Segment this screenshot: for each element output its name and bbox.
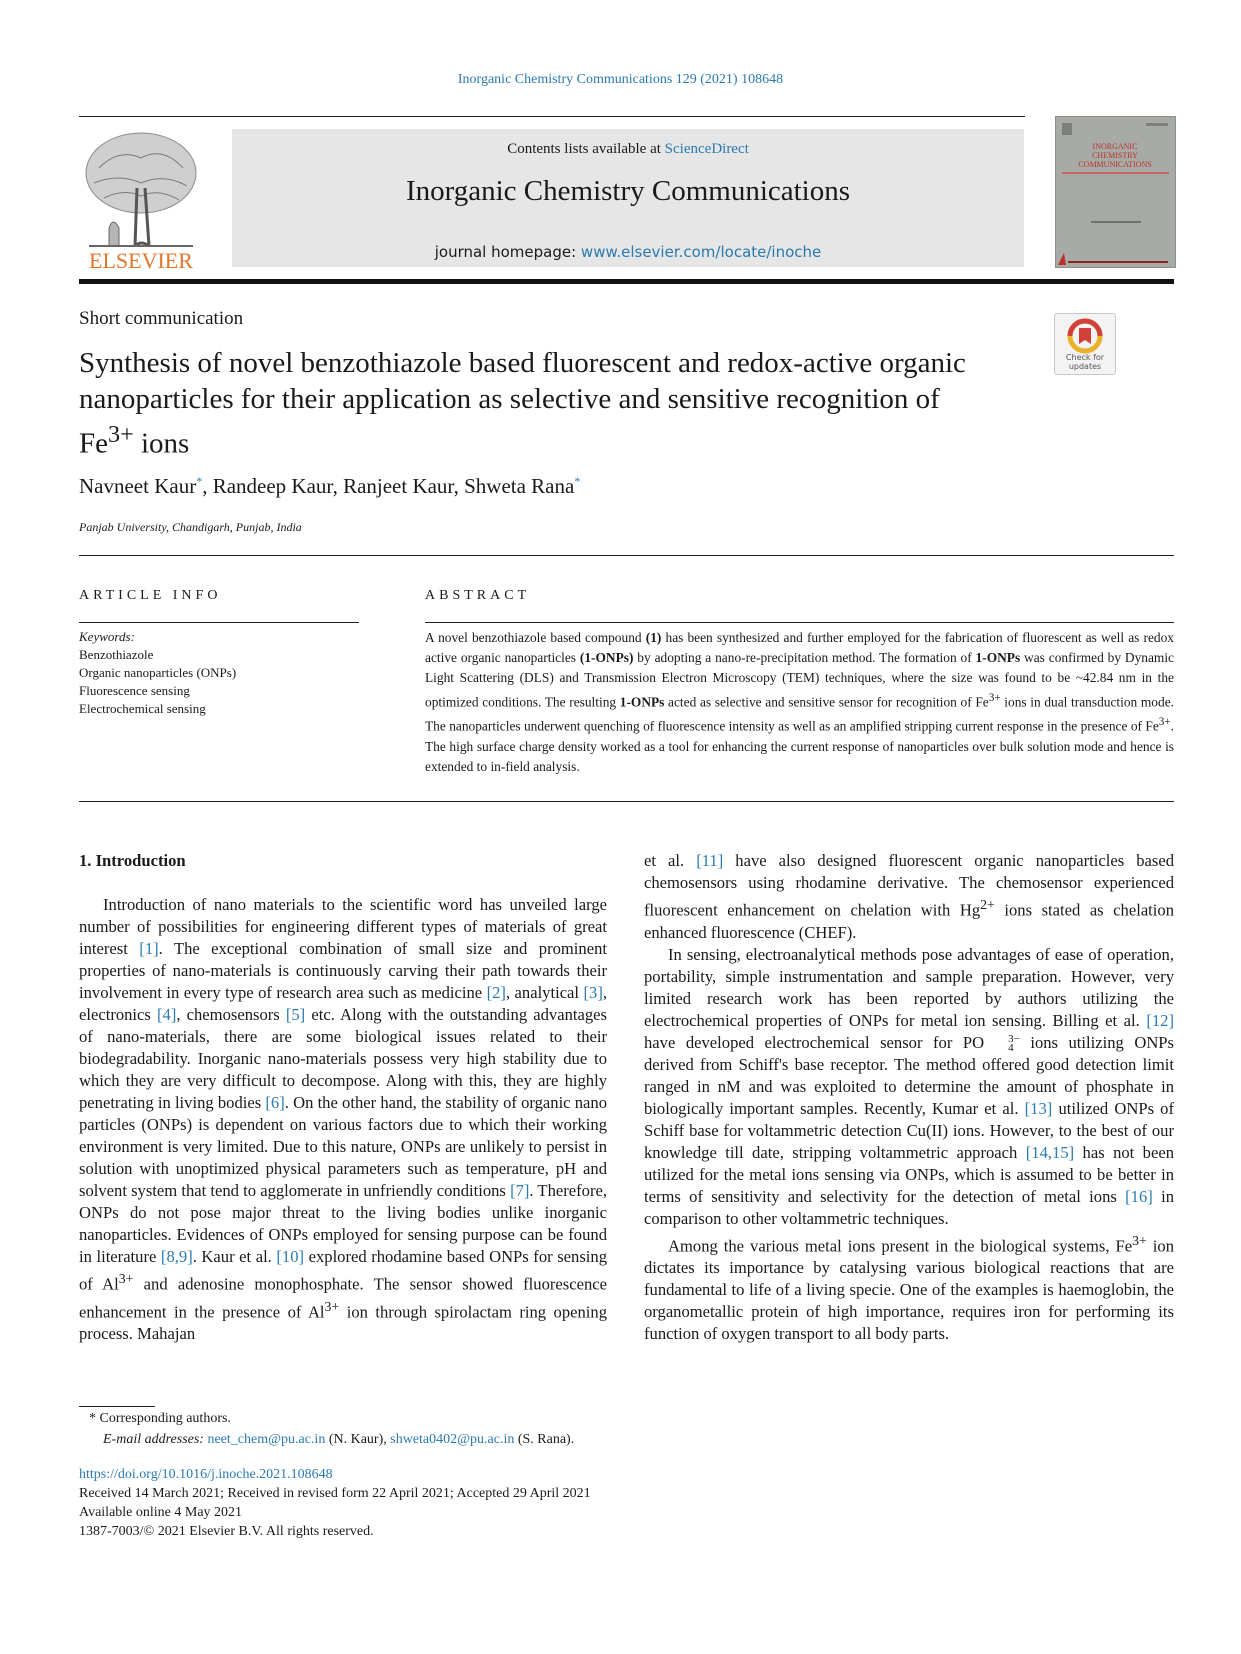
- article-title: [79, 345, 979, 462]
- header-thick-rule: [79, 279, 1174, 284]
- available-online-date: Available online 4 May 2021: [79, 1505, 243, 1520]
- citation-link[interactable]: [14,15]: [1025, 1142, 1075, 1162]
- svg-text:Check for: Check for: [1065, 353, 1105, 362]
- check-for-updates-button[interactable]: [1054, 313, 1116, 375]
- body-paragraph: et al. [11] have also designed fluorescent organic nanoparticles based chemosensors using rhodamine derivative. The chemosensor experienced fluorescent enhancement on chelation with $Hg^{2+}$ ions stated as chelation enhanced fluorescence (CHEF).: [644, 851, 1175, 942]
- author-name[interactable]: Shweta Rana: [464, 474, 575, 498]
- keyword-item: Organic nanoparticles (ONPs): [79, 665, 237, 680]
- email-link[interactable]: shweta0402@pu.ac.in: [390, 1432, 515, 1447]
- body-column-left: [79, 850, 607, 1345]
- author-separator: ,: [202, 474, 213, 498]
- keyword-item: Electrochemical sensing: [79, 701, 206, 716]
- title-superscript: 3+: [108, 421, 134, 448]
- corresponding-authors-note: * Corresponding authors.: [89, 1411, 231, 1426]
- journal-name: Inorganic Chemistry Communications: [405, 175, 851, 207]
- affiliation: Panjab University, Chandigarh, Punjab, India: [79, 520, 302, 534]
- author-list: [79, 474, 580, 499]
- keywords-block: [79, 628, 236, 718]
- homepage-link[interactable]: www.elsevier.com/locate/inoche: [580, 243, 822, 261]
- svg-text:CHEMISTRY: CHEMISTRY: [1092, 151, 1138, 160]
- citation-link[interactable]: [8,9]: [160, 1247, 193, 1266]
- author-name[interactable]: Randeep Kaur: [212, 474, 333, 498]
- citation-link[interactable]: [7]: [510, 1181, 530, 1200]
- svg-text:COMMUNICATIONS: COMMUNICATIONS: [1078, 160, 1152, 169]
- keyword-item: Benzothiazole: [79, 647, 154, 662]
- citation-link[interactable]: [5]: [285, 1005, 306, 1024]
- elsevier-wordmark: ELSEVIER: [89, 248, 193, 272]
- author-separator: ,: [453, 474, 465, 498]
- article-info-rule: [79, 622, 359, 623]
- citation-link[interactable]: [6]: [265, 1093, 285, 1112]
- article-info-heading: ARTICLE INFO: [79, 588, 222, 603]
- homepage-line: [232, 243, 1024, 261]
- citation-link[interactable]: [12]: [1146, 1010, 1174, 1030]
- citation-link[interactable]: [4]: [157, 1005, 177, 1024]
- email-addresses: E-mail addresses: neet_chem@pu.ac.in (N. Kaur), shweta0402@pu.ac.in (S. Rana).: [103, 1432, 575, 1447]
- author-name[interactable]: Ranjeet Kaur: [343, 474, 454, 498]
- check-for-updates-icon: [1055, 314, 1115, 374]
- citation-link[interactable]: [1]: [139, 939, 159, 958]
- title-text: Synthesis of novel benzothiazole based fluorescent and redox-active organic nanoparticles for their application as selective and sensitive recognition of Fe: [79, 347, 966, 460]
- abstract-rule: [425, 622, 1174, 623]
- citation-link[interactable]: [11]: [696, 851, 724, 870]
- corresponding-author-mark[interactable]: *: [196, 474, 203, 488]
- footnote-rule: [79, 1406, 155, 1407]
- copyright-notice: 1387-7003/© 2021 Elsevier B.V. All rights reserved.: [79, 1524, 374, 1539]
- svg-text:updates: updates: [1068, 362, 1102, 371]
- journal-cover-thumbnail[interactable]: [1055, 116, 1176, 268]
- elsevier-logo[interactable]: [79, 128, 203, 272]
- article-type: Short communication: [79, 308, 244, 329]
- title-text-end: ions: [133, 427, 190, 460]
- citation-link[interactable]: [13]: [1024, 1098, 1053, 1118]
- body-column-right: [644, 850, 1174, 1345]
- journal-reference-link[interactable]: Inorganic Chemistry Communications 129 (2021) 108648: [457, 72, 784, 87]
- section-rule: [79, 555, 1174, 556]
- body-paragraph: Among the various metal ions present in the biological systems, $Fe^{3+}$ ion dictates its importance by catalysing various biological reactions that are fundamental to life of a living specie. One of the examples is haemoglobin, the organometallic protein of high importance, requires iron for performing its function of oxygen transport to all body parts.: [644, 1232, 1174, 1344]
- author-name[interactable]: Navneet Kaur: [79, 474, 197, 498]
- author-separator: ,: [332, 474, 344, 498]
- homepage-prefix: journal homepage:: [434, 243, 581, 261]
- journal-banner: [232, 129, 1024, 267]
- abstract-heading: ABSTRACT: [425, 588, 531, 603]
- body-paragraph: Introduction of nano materials to the scientific word has unveiled large number of possibilities for engineering different types of materials of great interest [1]. The exceptional combination of small size and prominent properties of nano-materials is continuously carving their path towards their involvement in every type of research area such as medicine [2], analytical [3], electronics [4], chemosensors [5] etc. Along with the outstanding advantages of nano-materials, there are some biological issues related to their biodegradability. Inorganic nano-materials possess very high stability due to which they are very difficult to decompose. Along with this, they are highly penetrating in living bodies [6]. On the other hand, the stability of organic nano particles (ONPs) is dependent on various factors due to which their working environment is very limited. Due to this nature, ONPs are unlikely to persist in solution with unoptimized physical parameters such as temperature, pH and solvent system that tend to agglomerate in unfriendly conditions [7]. Therefore, ONPs do not pose major threat to the living bodies unlike inorganic nanoparticles. Evidences of ONPs employed for sensing purpose can be found in literature [8,9]. Kaur et al. [10] explored rhodamine based ONPs for sensing of $Al^{3+}$ and adenosine monophosphate. The sensor showed fluorescence enhancement in the presence of $Al^{3+}$ ion through spirolactam ring opening process. Mahajan: [79, 895, 608, 1344]
- body-paragraph: In sensing, electroanalytical methods pose advantages of ease of operation, portability, simple instrumentation and sample preparation. However, very limited research work has been reported by authors utilizing the electrochemical properties of ONPs for metal ion sensing. Billing et al. [12] have developed electrochemical sensor for PO 3− 4 ions utilizing ONPs derived from Schiff's base receptor. The method offered good detection limit ranged in nM and was exploited to determine the amount of phosphate in biologically important samples. Recently, Kumar et al. [13] utilized ONPs of Schiff base for voltammetric detection Cu(II) ions. However, to the best of our knowledge till date, stripping voltammetric approach [14,15] has not been utilized for the metal ions sensing via ONPs, which is assumed to be better in terms of sensitivity and selectivity for the detection of metal ions [16] in comparison to other voltammetric techniques.: [644, 944, 1175, 1228]
- section-heading: 1. Introduction: [79, 851, 186, 870]
- citation-link[interactable]: [2]: [486, 983, 506, 1002]
- contents-line: [232, 141, 1024, 158]
- citation-link[interactable]: [3]: [583, 983, 603, 1002]
- doi-link[interactable]: https://doi.org/10.1016/j.inoche.2021.108648: [79, 1467, 333, 1482]
- abstract-text: A novel benzothiazole based compound (1) has been synthesized and further employed for the fabrication of fluorescent as well as redox active organic nanoparticles (1-ONPs) by adopting a nano-re-precipitation method. The formation of 1-ONPs was confirmed by Dynamic Light Scattering (DLS) and Transmission Electron Microscopy (TEM) techniques, where the size was found to be ~42.84 nm in the optimized conditions. The resulting 1-ONPs acted as selective and sensitive sensor for recognition of $Fe^{3+}$ ions in dual transduction mode. The nanoparticles underwent quenching of fluorescence intensity as well as an amplified stripping current response in the presence of $Fe^{3+}$. The high surface charge density worked as a tool for enhancing the current response of nanoparticles over bulk solution mode and hence is extended to in-field analysis.: [425, 630, 1174, 774]
- corresponding-author-mark[interactable]: *: [574, 474, 581, 488]
- contents-prefix: Contents lists available at: [507, 141, 665, 157]
- elsevier-tree-icon: [79, 128, 203, 272]
- citation-link[interactable]: [10]: [276, 1247, 305, 1266]
- keyword-item: Fluorescence sensing: [79, 683, 190, 698]
- svg-text:INORGANIC: INORGANIC: [1092, 142, 1138, 151]
- keywords-label: Keywords:: [79, 629, 135, 644]
- received-dates: Received 14 March 2021; Received in revised form 22 April 2021; Accepted 29 April 2021: [79, 1486, 591, 1501]
- email-label: E-mail addresses:: [103, 1432, 208, 1447]
- abstract-bottom-rule: [79, 801, 1174, 802]
- sciencedirect-link[interactable]: ScienceDirect: [664, 141, 749, 157]
- email-link[interactable]: neet_chem@pu.ac.in: [207, 1432, 326, 1447]
- journal-cover-image: [1056, 117, 1175, 267]
- header-rule: [79, 116, 1025, 117]
- citation-link[interactable]: [16]: [1125, 1186, 1153, 1206]
